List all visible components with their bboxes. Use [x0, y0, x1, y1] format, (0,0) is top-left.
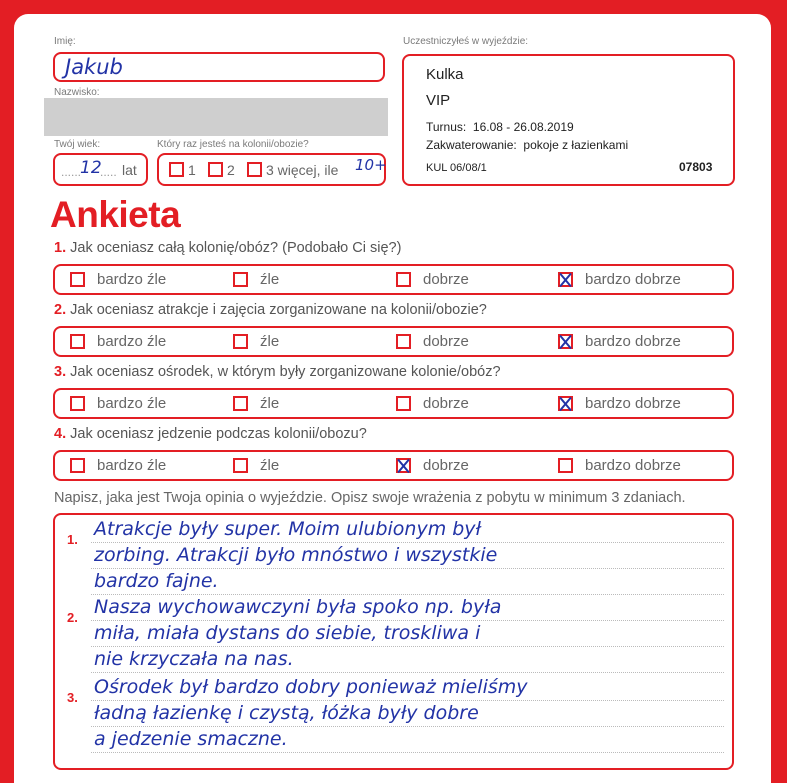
q2-option-label-1: bardzo źle [97, 333, 167, 350]
page-title: Ankieta [50, 194, 181, 235]
q3-option-label-3: dobrze [423, 395, 469, 412]
ruled-line [91, 700, 724, 701]
answer-2-line-3: nie krzyczała na nas. [94, 648, 294, 670]
surname-redacted [44, 98, 388, 136]
camp-info-box [402, 54, 735, 186]
times-checkbox-3[interactable] [247, 162, 262, 177]
answer-2-line-2: miła, miała dystans do siebie, troskliwa i [94, 622, 481, 644]
q1-option-label-3: dobrze [423, 271, 469, 288]
times-checkbox-2[interactable] [208, 162, 223, 177]
q3-checkbox-4[interactable] [558, 396, 573, 411]
turnus-row: Turnus: 16.08 - 26.08.2019 [426, 120, 574, 134]
camp-code: KUL 06/08/1 [426, 162, 487, 174]
name-value: Jakub [65, 55, 123, 79]
opinion-prompt: Napisz, jaka jest Twoja opinia o wyjeździe. Opisz swoje wrażenia z pobytu w minimum 3 zdaniach. [54, 490, 686, 506]
q4-checkbox-1[interactable] [70, 458, 85, 473]
ruled-line [91, 672, 724, 673]
q4-checkbox-3[interactable] [396, 458, 411, 473]
answer-3-line-1: Ośrodek był bardzo dobry ponieważ mieliśmy [94, 676, 528, 698]
times-checkbox-1[interactable] [169, 162, 184, 177]
q2-option-label-3: dobrze [423, 333, 469, 350]
question-4: 4. Jak oceniasz jedzenie podczas kolonii/obozu? [54, 426, 367, 442]
age-unit: lat [122, 162, 137, 178]
answer-2-line-1: Nasza wychowawczyni była spoko np. była [94, 596, 502, 618]
surname-label: Nazwisko: [54, 87, 100, 98]
participant-label: Uczestniczyłeś w wyjeździe: [403, 36, 529, 47]
answer-number-3: 3. [67, 690, 78, 705]
q1-checkbox-2[interactable] [233, 272, 248, 287]
answer-1-line-3: bardzo fajne. [94, 570, 219, 592]
ruled-line [91, 620, 724, 621]
camp-tier: VIP [426, 92, 451, 109]
camp-number: 07803 [679, 160, 713, 174]
q3-checkbox-1[interactable] [70, 396, 85, 411]
q1-checkbox-1[interactable] [70, 272, 85, 287]
answer-number-2: 2. [67, 610, 78, 625]
q1-checkbox-4[interactable] [558, 272, 573, 287]
q2-checkbox-4[interactable] [558, 334, 573, 349]
q2-checkbox-2[interactable] [233, 334, 248, 349]
q1-option-label-4: bardzo dobrze [585, 271, 681, 288]
ruled-line [91, 726, 724, 727]
age-label: Twój wiek: [54, 139, 101, 150]
ruled-line [91, 646, 724, 647]
accommodation-row: Zakwaterowanie: pokoje z łazienkami [426, 138, 629, 152]
question-2: 2. Jak oceniasz atrakcje i zajęcia zorganizowane na kolonii/obozie? [54, 302, 487, 318]
answer-number-1: 1. [67, 532, 78, 547]
ruled-line [91, 568, 724, 569]
q3-option-label-4: bardzo dobrze [585, 395, 681, 412]
times-label: Który raz jesteś na kolonii/obozie? [157, 139, 309, 150]
q3-option-label-2: źle [260, 395, 280, 412]
q1-option-label-1: bardzo źle [97, 271, 167, 288]
q4-option-label-2: źle [260, 457, 280, 474]
q1-option-label-2: źle [260, 271, 280, 288]
answer-3-line-3: a jedzenie smaczne. [94, 728, 288, 750]
q2-checkbox-3[interactable] [396, 334, 411, 349]
ruled-line [91, 542, 724, 543]
q3-option-label-1: bardzo źle [97, 395, 167, 412]
camp-name: Kulka [426, 66, 464, 83]
question-1: 1. Jak oceniasz całą kolonię/obóz? (Podobało Ci się?) [54, 240, 402, 256]
q4-option-label-3: dobrze [423, 457, 469, 474]
ruled-line [91, 752, 724, 753]
q4-checkbox-4[interactable] [558, 458, 573, 473]
q4-option-label-1: bardzo źle [97, 457, 167, 474]
q4-checkbox-2[interactable] [233, 458, 248, 473]
q2-checkbox-1[interactable] [70, 334, 85, 349]
name-label: Imię: [54, 36, 76, 47]
q3-checkbox-2[interactable] [233, 396, 248, 411]
times-value: 10+ [355, 156, 387, 174]
name-field[interactable] [53, 52, 385, 82]
answer-1-line-1: Atrakcje były super. Moim ulubionym był [94, 518, 482, 540]
q2-option-label-2: źle [260, 333, 280, 350]
q4-option-label-4: bardzo dobrze [585, 457, 681, 474]
answer-3-line-2: ładną łazienkę i czystą, łóżka były dobre [94, 702, 479, 724]
age-field[interactable]: ...... 12 ..... lat [53, 153, 148, 186]
question-3: 3. Jak oceniasz ośrodek, w którym były zorganizowane kolonie/obóz? [54, 364, 501, 380]
q3-checkbox-3[interactable] [396, 396, 411, 411]
q1-checkbox-3[interactable] [396, 272, 411, 287]
answer-1-line-2: zorbing. Atrakcji było mnóstwo i wszystkie [94, 544, 498, 566]
q2-option-label-4: bardzo dobrze [585, 333, 681, 350]
ruled-line [91, 594, 724, 595]
times-field: 1 2 3 więcej, ile 10+ [157, 153, 386, 186]
age-value: 12 [80, 158, 102, 178]
